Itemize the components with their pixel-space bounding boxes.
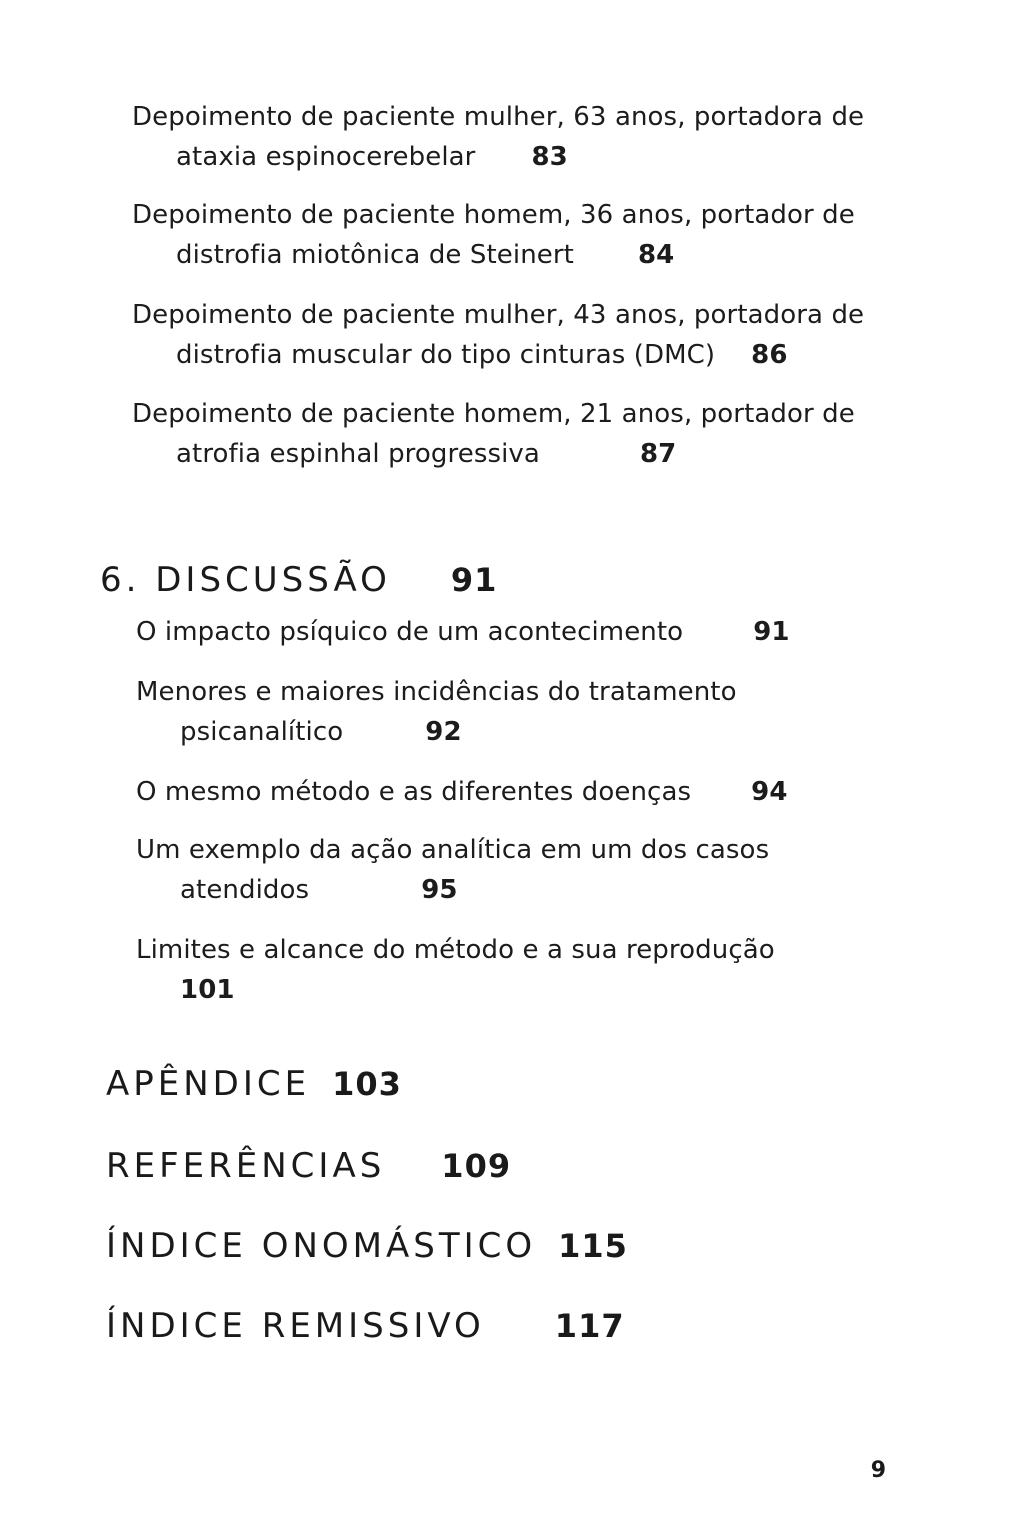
toc-entry-line1: Depoimento de paciente mulher, 43 anos, portadora de <box>132 300 865 330</box>
back-matter-entry <box>106 1306 625 1346</box>
chapter-heading <box>100 560 497 600</box>
toc-page-ref: 91 <box>753 617 790 647</box>
toc-page-ref: 87 <box>639 439 677 469</box>
chapter-page-ref: 91 <box>450 561 498 599</box>
toc-entry-line2: psicanalítico <box>180 717 344 747</box>
toc-entry <box>136 612 876 652</box>
toc-entry-line2: distrofia muscular do tipo cinturas (DMC) <box>176 340 716 370</box>
toc-entry <box>136 672 876 752</box>
toc-entry-line1: O mesmo método e as diferentes doenças <box>136 777 692 807</box>
toc-entry-line2: distrofia miotônica de Steinert <box>176 240 574 270</box>
toc-page-ref: 95 <box>421 875 458 905</box>
toc-entry-line2: atrofia espinhal progressiva <box>176 439 540 469</box>
chapter-title: 6. DISCUSSÃO <box>100 560 391 600</box>
toc-page-ref: 92 <box>425 717 462 747</box>
toc-page-ref: 84 <box>637 240 675 270</box>
toc-page-ref: 94 <box>751 777 788 807</box>
toc-entry-line2: atendidos <box>180 875 310 905</box>
toc-entry-line2: ataxia espinocerebelar <box>176 142 476 172</box>
section-title: ÍNDICE REMISSIVO <box>106 1306 485 1346</box>
section-title: REFERÊNCIAS <box>106 1146 386 1186</box>
toc-entry-line1: Limites e alcance do método e a sua reprodução <box>136 935 775 965</box>
toc-entry-line1: O impacto psíquico de um acontecimento <box>136 617 684 647</box>
toc-entry-line1: Menores e maiores incidências do tratamento <box>136 677 737 707</box>
toc-entry <box>132 295 872 375</box>
back-matter-entry <box>106 1226 628 1266</box>
toc-entry <box>136 772 876 812</box>
section-title: APÊNDICE <box>106 1064 311 1104</box>
toc-entry-line1: Depoimento de paciente mulher, 63 anos, portadora de <box>132 102 865 132</box>
section-page-ref: 109 <box>441 1147 512 1185</box>
toc-entry <box>132 195 872 275</box>
back-matter-entry <box>106 1064 402 1104</box>
toc-page-ref: 83 <box>531 142 568 172</box>
back-matter-entry <box>106 1146 511 1186</box>
section-title: ÍNDICE ONOMÁSTICO <box>106 1226 537 1266</box>
toc-entry <box>132 97 872 177</box>
section-page-ref: 103 <box>332 1065 402 1103</box>
page-number: 9 <box>870 1458 886 1483</box>
toc-entry-line1: Depoimento de paciente homem, 21 anos, portador de <box>132 399 855 429</box>
toc-entry-line1: Um exemplo da ação analítica em um dos casos <box>136 835 770 865</box>
toc-entry-line1: Depoimento de paciente homem, 36 anos, portador de <box>132 200 855 230</box>
section-page-ref: 117 <box>554 1307 625 1345</box>
toc-entry <box>132 394 872 474</box>
toc-page-ref: 101 <box>180 975 235 1005</box>
toc-entry <box>136 830 876 910</box>
toc-entry <box>136 930 876 1010</box>
section-page-ref: 115 <box>558 1227 628 1265</box>
toc-page-ref: 86 <box>751 340 788 370</box>
